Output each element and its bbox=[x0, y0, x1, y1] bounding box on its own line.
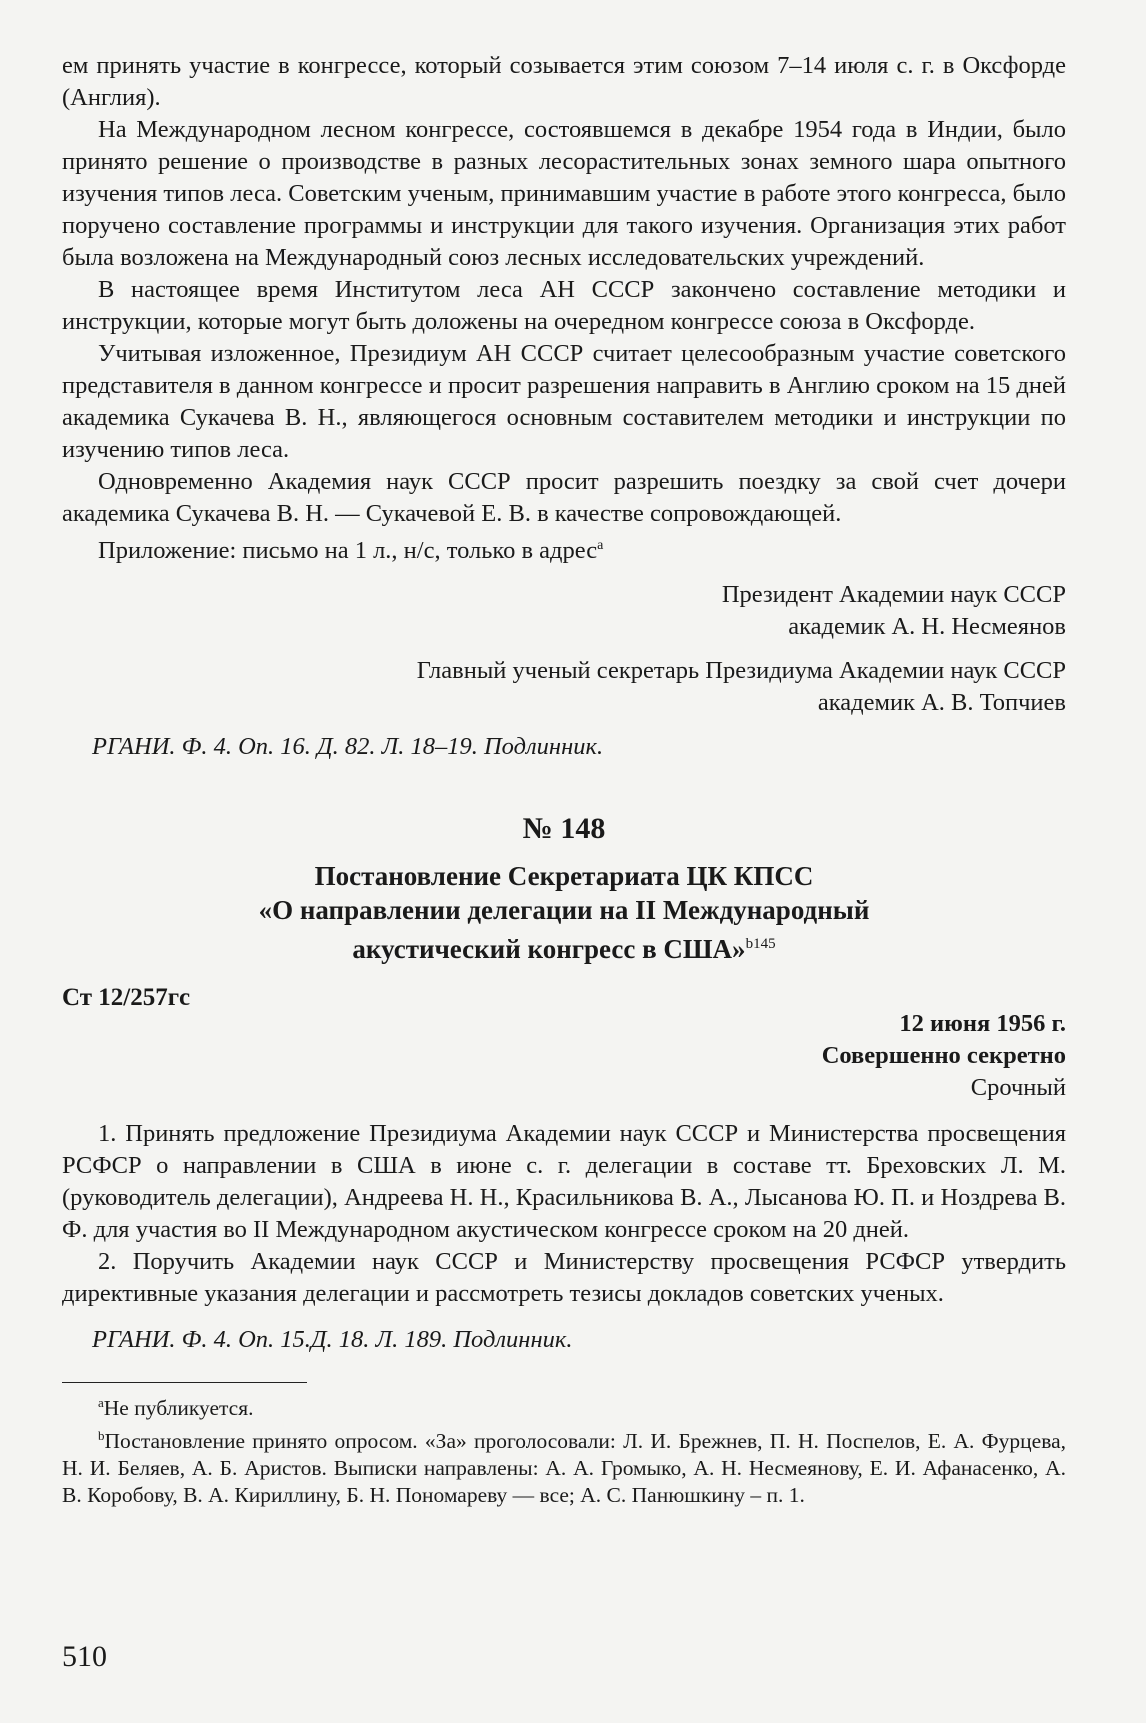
signature-2-name: академик А. В. Топчиев bbox=[817, 689, 1066, 717]
archive-reference-1: РГАНИ. Ф. 4. Оп. 16. Д. 82. Л. 18–19. Подлинник. bbox=[92, 733, 604, 761]
footnote-a-mark: a bbox=[98, 1395, 104, 1411]
document-title-line-2: «О направлении делегации на II Международный bbox=[258, 895, 870, 926]
footnote-b bbox=[62, 1422, 1066, 1509]
paragraph-attachment bbox=[62, 530, 1066, 567]
footnote-ref-b: b145 bbox=[745, 936, 776, 953]
footnote-divider bbox=[62, 1382, 307, 1383]
resolution-item-1: 1. Принять предложение Президиума Академии наук СССР и Министерства просвещения РСФСР о направлении в США в июне с. г. делегации в составе тт. Бреховских Л. М. (руководитель делегации), Андреева Н. Н., Красильникова В. А., Лысанова Ю. П. и Ноздрева В. Ф. для участия во II Международном акустическом конгрессе сроком на 20 дней. bbox=[62, 1120, 1066, 1244]
paragraph-request: Учитывая изложенное, Президиум АН СССР считает целесообразным участие советского представителя в данном конгрессе и просит разрешения направить в Англию сроком на 15 дней академика Сукачева В. Н., являющегося основным составителем методики и инструкции по изучению типов леса. bbox=[62, 340, 1066, 463]
attachment-text: Приложение: письмо на 1 л., н/с, только в адрес bbox=[98, 537, 598, 565]
document-meta bbox=[62, 982, 1066, 1104]
signature-1-title: Президент Академии наук СССР bbox=[721, 581, 1066, 609]
signature-1-name: академик А. Н. Несмеянов bbox=[788, 613, 1066, 641]
paragraph-congress: На Международном лесном конгрессе, состоявшемся в декабре 1954 года в Индии, было принято решение о производстве в разных лесорастительных зонах земного шара опытного изучения типов леса. Советским ученым, принимавшим участие в работе этого конгресса, было поручено составление программы и инструкции для такого изучения. Организация этих работ была возложена на Международный союз лесных исследовательских учреждений. bbox=[62, 116, 1066, 271]
footnote-a bbox=[62, 1389, 1066, 1422]
paragraph-daughter: Одновременно Академия наук СССР просит разрешить поездку за свой счет дочери академика Сукачева В. Н. — Сукачевой Е. В. в качестве сопровождающей. bbox=[62, 468, 1066, 527]
footnote-b-text: Постановление принято опросом. «За» проголосовали: Л. И. Брежнев, П. Н. Поспелов, Е. А. Фурцева, Н. И. Беляев, А. Б. Аристов. Выписки направлены: А. А. Громыко, А. Н. Несмеянову, Е. И. Афанасенко, А. В. Коробову, В. А. Кириллину, Б. Н. Пономареву — все; А. С. Панюшкину – п. 1. bbox=[62, 1429, 1066, 1508]
document-date: 12 июня 1956 г. bbox=[899, 1010, 1066, 1038]
document-meta-right bbox=[822, 982, 1066, 1104]
paragraph-institute: В настоящее время Институтом леса АН СССР закончено составление методики и инструкции, которые могут быть доложены на очередном конгрессе союза в Оксфорде. bbox=[62, 276, 1066, 335]
document-title-text-3: акустический конгресс в США» bbox=[352, 934, 746, 965]
footnote-b-mark: b bbox=[98, 1428, 105, 1444]
page-number: 510 bbox=[62, 1640, 107, 1673]
signature-2-title: Главный ученый секретарь Президиума Академии наук СССР bbox=[416, 657, 1066, 685]
document-index: Ст 12/257гс bbox=[62, 984, 191, 1012]
document-title-line-3 bbox=[62, 927, 1066, 966]
urgency-mark: Срочный bbox=[970, 1074, 1066, 1102]
secrecy-mark: Совершенно секретно bbox=[821, 1042, 1066, 1070]
main-text bbox=[62, 50, 1066, 1509]
document-title-line-1: Постановление Секретариата ЦК КПСС bbox=[314, 861, 814, 892]
footnote-ref-a: a bbox=[597, 538, 604, 553]
document-number: № 148 bbox=[522, 812, 606, 846]
paragraph-continued: ем принять участие в конгрессе, который созывается этим союзом 7–14 июля с. г. в Оксфорде (Англия). bbox=[62, 52, 1066, 111]
resolution-item-2: 2. Поручить Академии наук СССР и Министерству просвещения РСФСР утвердить директивные указания делегации и рассмотреть тезисы докладов советских ученых. bbox=[62, 1248, 1066, 1308]
footnote-a-text: Не публикуется. bbox=[103, 1396, 254, 1421]
archive-reference-2: РГАНИ. Ф. 4. Оп. 15.Д. 18. Л. 189. Подлинник. bbox=[92, 1326, 573, 1354]
